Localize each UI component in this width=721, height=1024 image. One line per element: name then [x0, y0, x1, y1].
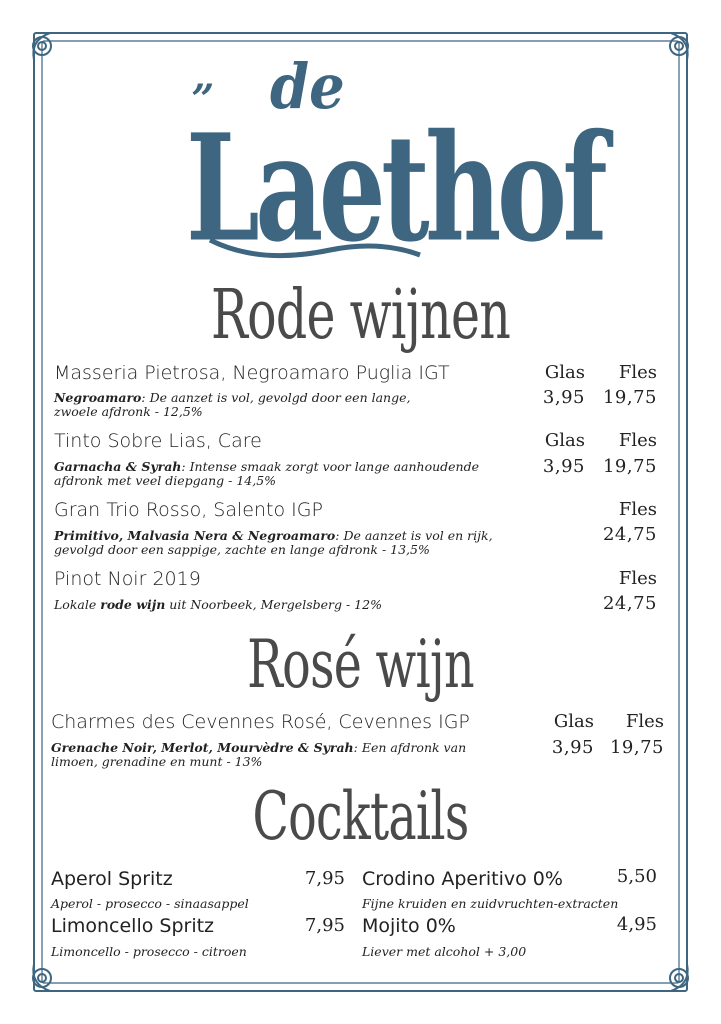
glass-label: Glas: [544, 430, 585, 451]
bottle-label: Fles: [618, 499, 657, 520]
bottle-label: Fles: [625, 711, 664, 732]
cocktail-price: 5,50: [616, 866, 657, 887]
wine-name: Tinto Sobre Lias, Care: [54, 430, 262, 452]
bottle-price: 19,75: [602, 456, 657, 477]
wine-description: Primitivo, Malvasia Nera & Negroamaro: De aanzet is vol en rijk, gevolgd door een sappige, zachte en lange afdronk - 13,5%: [54, 528, 493, 557]
section-title-cocktails: Cocktails: [252, 778, 469, 855]
svg-text:„: „: [192, 53, 216, 100]
svg-text:de: de: [270, 50, 345, 123]
cocktail-price: 4,95: [616, 914, 657, 935]
cocktail-name: Aperol Spritz: [51, 868, 173, 890]
glass-price: 3,95: [542, 456, 585, 477]
cocktail-name: Crodino Aperitivo 0%: [362, 868, 563, 890]
bottle-label: Fles: [618, 362, 657, 383]
cocktail-name: Mojito 0%: [362, 915, 456, 937]
wine-name: Charmes des Cevennes Rosé, Cevennes IGP: [51, 711, 470, 733]
wine-name: Masseria Pietrosa, Negroamaro Puglia IGT: [54, 362, 450, 384]
bottle-label: Fles: [618, 430, 657, 451]
wine-description: Garnacha & Syrah: Intense smaak zorgt voor lange aanhoudende afdronk met veel diepgang - 14,5%: [54, 459, 480, 488]
cocktail-description: Aperol - prosecco - sinaasappel: [51, 896, 249, 911]
glass-label: Glas: [544, 362, 585, 383]
laethof-logo: [180, 40, 604, 276]
section-title-red: Rode wijnen: [210, 276, 511, 355]
glass-price: 3,95: [551, 737, 594, 758]
cocktail-price: 7,95: [304, 868, 345, 889]
svg-text:Laethof: Laethof: [186, 102, 604, 276]
cocktail-description: Liever met alcohol + 3,00: [362, 944, 527, 959]
cocktail-price: 7,95: [304, 915, 345, 936]
wine-description: Negroamaro: De aanzet is vol, gevolgd door een lange, zwoele afdronk - 12,5%: [54, 390, 411, 419]
glass-label: Glas: [553, 711, 594, 732]
glass-price: 3,95: [542, 387, 585, 408]
wine-name: Gran Trio Rosso, Salento IGP: [54, 499, 323, 521]
cocktail-description: Fijne kruiden en zuidvruchten-extracten: [362, 896, 619, 911]
wine-description: Grenache Noir, Merlot, Mourvèdre & Syrah: Een afdronk van limoen, grenadine en munt - 13%: [51, 740, 467, 769]
bottle-price: 24,75: [602, 593, 657, 614]
wine-description: Lokale rode wijn uit Noorbeek, Mergelsberg - 12%: [54, 597, 382, 612]
wine-name: Pinot Noir 2019: [54, 568, 201, 590]
bottle-label: Fles: [618, 568, 657, 589]
cocktail-name: Limoncello Spritz: [51, 915, 215, 937]
bottle-price: 24,75: [602, 524, 657, 545]
bottle-price: 19,75: [609, 737, 664, 758]
section-title-rose: Rosé wijn: [247, 626, 474, 703]
bottle-price: 19,75: [602, 387, 657, 408]
cocktail-description: Limoncello - prosecco - citroen: [51, 944, 247, 959]
